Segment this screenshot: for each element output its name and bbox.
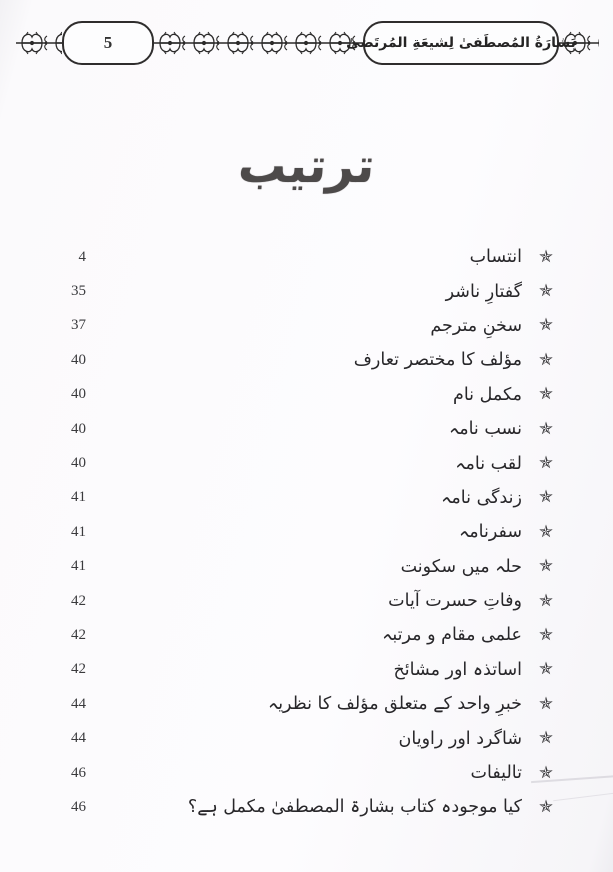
toc-row (52, 687, 557, 721)
toc-row (52, 309, 557, 343)
star-bullet-icon: ✯ (538, 453, 554, 474)
star-bullet-icon: ✯ (538, 418, 554, 439)
floral-vine-ornament-icon (16, 21, 62, 65)
toc-row (52, 343, 557, 377)
toc-page-number: 46 (71, 798, 86, 815)
toc-page-number: 37 (71, 317, 86, 334)
toc-row (52, 240, 557, 274)
toc-row (52, 274, 557, 308)
toc-entry-label: مؤلف کا مختصر تعارف (353, 350, 522, 371)
star-bullet-icon: ✯ (538, 281, 554, 302)
toc-entry-label: حلہ میں سکونت (400, 556, 522, 577)
star-bullet-icon: ✯ (538, 624, 554, 645)
toc-page-number: 46 (71, 764, 86, 781)
toc-entry-label: زندگی نامہ (441, 487, 522, 508)
star-bullet-icon: ✯ (538, 315, 554, 336)
toc-page-number: 40 (71, 351, 86, 368)
toc-entry-label: انتساب (469, 247, 522, 268)
star-bullet-icon: ✯ (538, 487, 554, 508)
book-title: بَشارَةُ المُصطَفىٰ لِشیعَةِ المُرتَضىٰ (346, 35, 576, 51)
toc-list (52, 240, 557, 825)
toc-entry-label: علمی مقام و مرتبہ (382, 625, 522, 646)
star-bullet-icon: ✯ (538, 384, 554, 405)
scan-crease (553, 792, 613, 802)
toc-row (52, 515, 557, 549)
toc-page-number: 42 (71, 661, 86, 678)
toc-row (52, 756, 557, 790)
toc-row (52, 446, 557, 480)
toc-entry-label: گفتارِ ناشر (445, 281, 522, 302)
toc-page-number: 40 (71, 420, 86, 437)
star-bullet-icon: ✯ (538, 796, 554, 817)
toc-page-number: 4 (78, 248, 86, 265)
toc-row (52, 721, 557, 755)
toc-row (52, 790, 557, 824)
toc-page-number: 35 (71, 283, 86, 300)
toc-entry-label: نسب نامہ (448, 419, 522, 440)
toc-row (52, 618, 557, 652)
toc-entry-label: لقب نامہ (455, 453, 522, 474)
toc-page-number: 42 (71, 592, 86, 609)
book-title-box (346, 21, 576, 65)
toc-row (52, 550, 557, 584)
toc-entry-label: سخنِ مترجم (430, 315, 522, 336)
page-number-badge (62, 21, 154, 65)
toc-page-number: 41 (71, 489, 86, 506)
toc-row (52, 412, 557, 446)
toc-entry-label: اساتذہ اور مشائخ (393, 659, 522, 680)
toc-page-number: 44 (71, 695, 86, 712)
toc-page-number: 41 (71, 523, 86, 540)
star-bullet-icon: ✯ (538, 556, 554, 577)
star-bullet-icon: ✯ (538, 762, 554, 783)
star-bullet-icon: ✯ (538, 521, 554, 542)
toc-row (52, 584, 557, 618)
toc-entry-label: سفرنامہ (458, 522, 522, 543)
toc-row (52, 653, 557, 687)
toc-row (52, 481, 557, 515)
section-title: ترتیب (236, 138, 377, 194)
star-bullet-icon: ✯ (538, 693, 554, 714)
toc-row (52, 378, 557, 412)
toc-entry-label: شاگرد اور راویان (398, 728, 522, 749)
toc-page-number: 40 (71, 386, 86, 403)
toc-page-number: 41 (71, 558, 86, 575)
toc-entry-label: کیا موجودہ کتاب بشارۃ المصطفیٰ مکمل ہے؟ (187, 797, 522, 818)
header-ornament-band (16, 16, 599, 70)
floral-vine-ornament-icon (154, 21, 363, 65)
star-bullet-icon: ✯ (538, 659, 554, 680)
toc-entry-label: مکمل نام (452, 384, 522, 405)
toc-entry-label: خبرِ واحد کے متعلق مؤلف کا نظریہ (267, 694, 522, 715)
star-bullet-icon: ✯ (538, 728, 554, 749)
toc-page-number: 42 (71, 626, 86, 643)
page-number: 5 (103, 33, 113, 52)
toc-page-number: 44 (71, 730, 86, 747)
star-bullet-icon: ✯ (538, 590, 554, 611)
star-bullet-icon: ✯ (538, 349, 554, 370)
toc-page-number: 40 (71, 455, 86, 472)
toc-entry-label: تالیفات (470, 763, 522, 784)
star-bullet-icon: ✯ (538, 246, 554, 267)
toc-entry-label: وفاتِ حسرت آیات (388, 591, 522, 612)
